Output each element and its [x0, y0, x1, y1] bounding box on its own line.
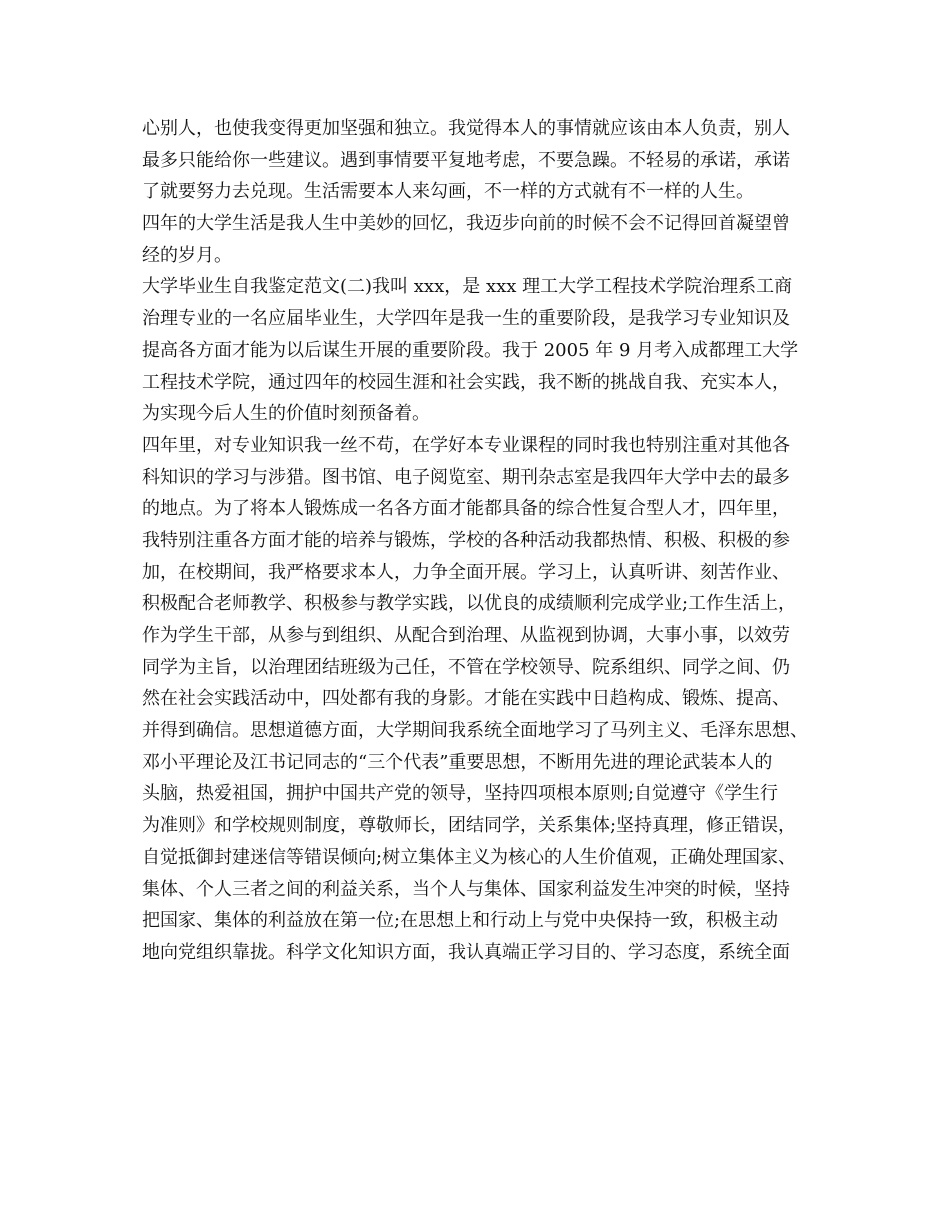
text-line: 了就要努力去兑现。生活需要本人来勾画，不一样的方式就有不一样的人生。	[142, 181, 754, 203]
text-line: 地向党组织靠拢。科学文化知识方面，我认真端正学习目的、学习态度，系统全面	[142, 941, 790, 963]
text-line: 头脑，热爱祖国，拥护中国共产党的领导，坚持四项根本原则;自觉遵守《学生行	[142, 783, 779, 805]
text-line: 经的岁月。	[142, 244, 232, 266]
text-line: 为准则》和学校规则制度，尊敬师长，团结同学，关系集体;坚持真理，修正错误，	[142, 815, 797, 837]
text-line: 为实现今后人生的价值时刻预备着。	[142, 403, 430, 425]
document-body-text	[142, 113, 832, 969]
text-line: 积极配合老师教学、积极参与教学实践，以优良的成绩顺利完成学业;工作生活上，	[142, 593, 797, 615]
text-line: 然在社会实践活动中，四处都有我的身影。才能在实践中日趋构成、锻炼、提高、	[142, 688, 790, 710]
text-line: 的地点。为了将本人锻炼成一名各方面才能都具备的综合性复合型人才，四年里，	[142, 498, 790, 520]
text-line: 四年里，对专业知识我一丝不苟，在学好本专业课程的同时我也特别注重对其他各	[142, 434, 790, 456]
text-line: 大学毕业生自我鉴定范文(二)我叫 xxx，是 xxx 理工大学工程技术学院治理系工商	[142, 276, 793, 298]
text-line: 加，在校期间，我严格要求本人，力争全面开展。学习上，认真听讲、刻苦作业、	[142, 561, 790, 583]
text-line: 最多只能给你一些建议。遇到事情要平复地考虑，不要急躁。不轻易的承诺，承诺	[142, 149, 790, 171]
text-line: 把国家、集体的利益放在第一位;在思想上和行动上与党中央保持一致，积极主动	[142, 910, 779, 932]
text-line: 邓小平理论及江书记同志的“三个代表”重要思想，不断用先进的理论武装本人的	[142, 751, 773, 773]
text-line: 自觉抵御封建迷信等错误倾向;树立集体主义为核心的人生价值观，正确处理国家、	[142, 846, 797, 868]
text-line: 同学为主旨，以治理团结班级为己任，不管在学校领导、院系组织、同学之间、仍	[142, 656, 790, 678]
text-line: 工程技术学院，通过四年的校园生涯和社会实践，我不断的挑战自我、充实本人，	[142, 371, 790, 393]
text-line: 提高各方面才能为以后谋生开展的重要阶段。我于 2005 年 9 月考入成都理工大学	[142, 339, 799, 361]
text-line: 集体、个人三者之间的利益关系，当个人与集体、国家利益发生冲突的时候，坚持	[142, 878, 790, 900]
text-line: 作为学生干部，从参与到组织、从配合到治理、从监视到协调，大事小事，以效劳	[142, 625, 790, 646]
text-line: 科知识的学习与涉猎。图书馆、电子阅览室、期刊杂志室是我四年大学中去的最多	[142, 466, 790, 488]
text-line: 治理专业的一名应届毕业生，大学四年是我一生的重要阶段，是我学习专业知识及	[142, 308, 790, 330]
text-line: 并得到确信。思想道德方面，大学期间我系统全面地学习了马列主义、毛泽东思想、	[142, 720, 808, 742]
text-line: 心别人，也使我变得更加坚强和独立。我觉得本人的事情就应该由本人负责，别人	[142, 118, 790, 139]
text-line: 四年的大学生活是我人生中美妙的回忆，我迈步向前的时候不会不记得回首凝望曾	[142, 213, 790, 235]
text-line: 我特别注重各方面才能的培养与锻炼，学校的各种活动我都热情、积极、积极的参	[142, 529, 790, 551]
